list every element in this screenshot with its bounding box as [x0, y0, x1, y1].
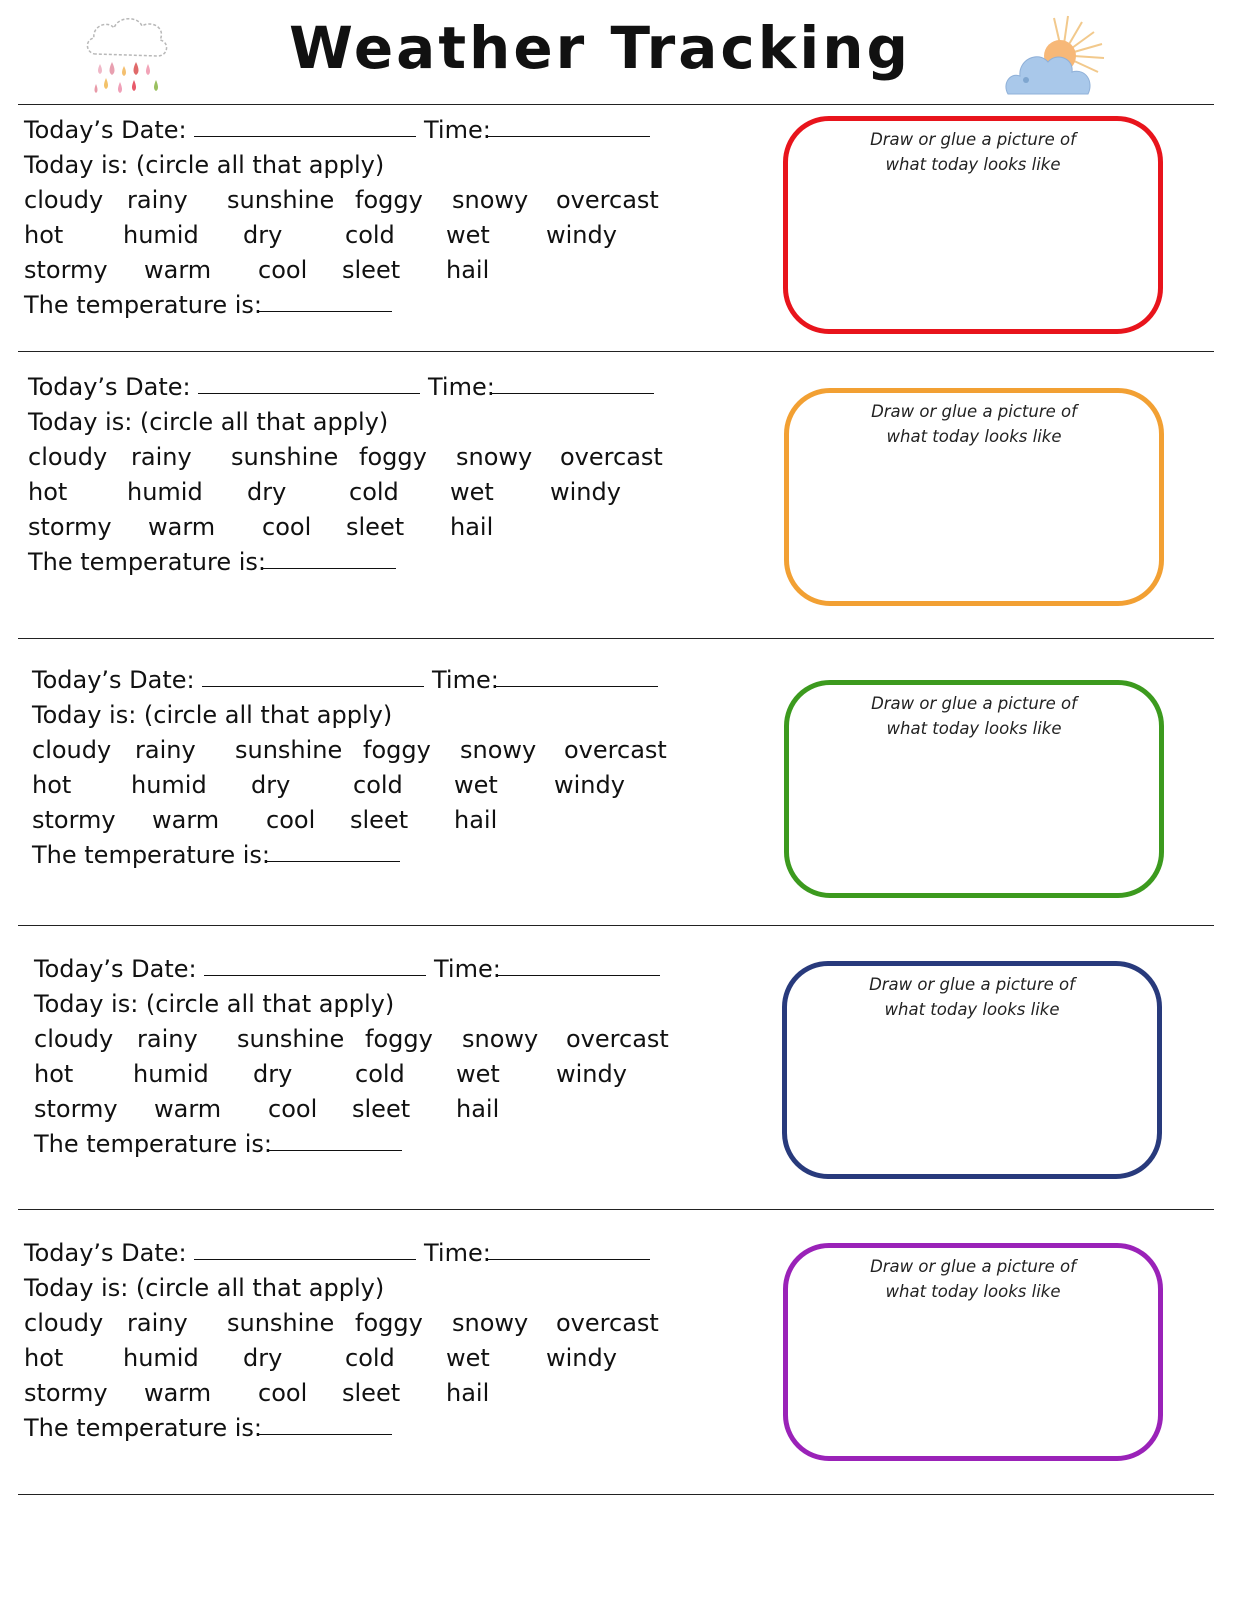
option-word[interactable]: wet	[446, 221, 490, 249]
option-word[interactable]: wet	[450, 478, 494, 506]
temperature-line	[34, 1130, 714, 1165]
entry-fields	[24, 116, 704, 326]
prompt-line: what today looks like	[885, 1282, 1061, 1301]
temperature-line	[24, 1414, 704, 1449]
option-word[interactable]: hot	[32, 771, 72, 799]
date-field[interactable]	[204, 953, 426, 976]
option-row	[34, 1095, 714, 1130]
option-word[interactable]: hail	[450, 513, 494, 541]
option-word[interactable]: windy	[546, 221, 617, 249]
option-word[interactable]: humid	[127, 478, 203, 506]
option-row	[32, 736, 712, 771]
option-word[interactable]: overcast	[556, 186, 659, 214]
option-word[interactable]: cool	[266, 806, 316, 834]
temperature-line	[24, 291, 704, 326]
option-word[interactable]: cool	[258, 256, 308, 284]
option-word[interactable]: hot	[24, 1344, 64, 1372]
option-word[interactable]: hail	[456, 1095, 500, 1123]
time-label: Time:	[424, 116, 491, 144]
option-word[interactable]: stormy	[24, 256, 108, 284]
picture-box[interactable]	[784, 388, 1164, 606]
prompt-line: Draw or glue a picture of	[871, 402, 1077, 421]
picture-prompt	[787, 972, 1157, 1022]
prompt-line: Draw or glue a picture of	[869, 975, 1075, 994]
weather-entry	[0, 106, 1236, 386]
option-word[interactable]: snowy	[462, 1025, 539, 1053]
temperature-label: The temperature is:	[28, 548, 267, 576]
option-word[interactable]: sleet	[346, 513, 405, 541]
option-row	[24, 1309, 704, 1344]
time-label: Time:	[434, 955, 501, 983]
time-field[interactable]	[490, 371, 654, 394]
option-word[interactable]: snowy	[456, 443, 533, 471]
date-field[interactable]	[198, 371, 420, 394]
today-is-label: Today is: (circle all that apply)	[24, 1274, 385, 1302]
option-word[interactable]: cold	[353, 771, 403, 799]
option-word[interactable]: sunshine	[227, 186, 335, 214]
option-row	[32, 771, 712, 806]
option-word[interactable]: wet	[454, 771, 498, 799]
temperature-field[interactable]	[268, 1128, 402, 1151]
option-word[interactable]: windy	[556, 1060, 627, 1088]
weather-entry	[0, 656, 1236, 936]
option-word[interactable]: sunshine	[235, 736, 343, 764]
option-word[interactable]: stormy	[32, 806, 116, 834]
page-header	[0, 0, 1236, 106]
option-word[interactable]: foggy	[365, 1025, 433, 1053]
option-row	[24, 256, 704, 291]
option-word[interactable]: sleet	[342, 256, 401, 284]
option-word[interactable]: windy	[550, 478, 621, 506]
temperature-label: The temperature is:	[34, 1130, 273, 1158]
page-title: Weather Tracking	[288, 14, 912, 82]
option-row	[28, 513, 708, 548]
option-word[interactable]: warm	[154, 1095, 222, 1123]
option-word[interactable]: overcast	[560, 443, 663, 471]
option-word[interactable]: hot	[34, 1060, 74, 1088]
option-word[interactable]: cloudy	[32, 736, 112, 764]
date-time-line	[24, 1239, 704, 1274]
instruction-line	[24, 1274, 704, 1309]
option-word[interactable]: cold	[355, 1060, 405, 1088]
option-word[interactable]: overcast	[556, 1309, 659, 1337]
picture-box[interactable]	[784, 680, 1164, 898]
option-word[interactable]: humid	[131, 771, 207, 799]
date-label: Today’s Date:	[32, 666, 195, 694]
sun-cloud-icon	[1002, 14, 1112, 102]
temperature-field[interactable]	[262, 546, 396, 569]
option-word[interactable]: humid	[123, 1344, 199, 1372]
entry-fields	[32, 666, 712, 876]
temperature-field[interactable]	[266, 839, 400, 862]
option-word[interactable]: snowy	[460, 736, 537, 764]
temperature-field[interactable]	[258, 1412, 392, 1435]
option-word[interactable]: cool	[268, 1095, 318, 1123]
option-word[interactable]: rainy	[137, 1025, 198, 1053]
option-word[interactable]: overcast	[564, 736, 667, 764]
option-word[interactable]: snowy	[452, 1309, 529, 1337]
option-row	[24, 221, 704, 256]
option-word[interactable]: windy	[546, 1344, 617, 1372]
option-word[interactable]: hail	[454, 806, 498, 834]
option-word[interactable]: hot	[24, 221, 64, 249]
option-word[interactable]: stormy	[34, 1095, 118, 1123]
option-word[interactable]: cloudy	[24, 1309, 104, 1337]
option-word[interactable]: sunshine	[237, 1025, 345, 1053]
date-time-line	[34, 955, 714, 990]
weather-entry	[0, 1229, 1236, 1509]
option-word[interactable]: cool	[262, 513, 312, 541]
option-word[interactable]: humid	[133, 1060, 209, 1088]
temperature-label: The temperature is:	[32, 841, 271, 869]
option-row	[24, 1379, 704, 1414]
option-word[interactable]: sunshine	[227, 1309, 335, 1337]
option-word[interactable]: wet	[446, 1344, 490, 1372]
option-word[interactable]: warm	[144, 256, 212, 284]
option-word[interactable]: foggy	[359, 443, 427, 471]
time-label: Time:	[432, 666, 499, 694]
prompt-line: Draw or glue a picture of	[870, 130, 1076, 149]
option-word[interactable]: dry	[243, 221, 283, 249]
rain-cloud-icon	[82, 12, 172, 104]
time-label: Time:	[428, 373, 495, 401]
picture-prompt	[788, 127, 1158, 177]
today-is-label: Today is: (circle all that apply)	[24, 151, 385, 179]
option-row	[24, 186, 704, 221]
instruction-line	[24, 151, 704, 186]
option-word[interactable]: cold	[345, 221, 395, 249]
date-time-line	[28, 373, 708, 408]
option-word[interactable]: overcast	[566, 1025, 669, 1053]
picture-prompt	[789, 691, 1159, 741]
date-field[interactable]	[194, 1237, 416, 1260]
option-word[interactable]: hail	[446, 256, 490, 284]
option-word[interactable]: warm	[152, 806, 220, 834]
instruction-line	[34, 990, 714, 1025]
option-word[interactable]: humid	[123, 221, 199, 249]
today-is-label: Today is: (circle all that apply)	[34, 990, 395, 1018]
prompt-line: Draw or glue a picture of	[871, 694, 1077, 713]
time-field[interactable]	[486, 1237, 650, 1260]
option-word[interactable]: cloudy	[24, 186, 104, 214]
option-row	[24, 1344, 704, 1379]
option-word[interactable]: cool	[258, 1379, 308, 1407]
option-word[interactable]: sleet	[342, 1379, 401, 1407]
date-label: Today’s Date:	[24, 116, 187, 144]
divider	[18, 104, 1214, 105]
option-word[interactable]: stormy	[24, 1379, 108, 1407]
today-is-label: Today is: (circle all that apply)	[28, 408, 389, 436]
option-word[interactable]: dry	[253, 1060, 293, 1088]
weather-entry	[0, 945, 1236, 1225]
time-field[interactable]	[494, 664, 658, 687]
picture-prompt	[789, 399, 1159, 449]
option-word[interactable]: rainy	[135, 736, 196, 764]
option-word[interactable]: cold	[349, 478, 399, 506]
option-word[interactable]: rainy	[127, 1309, 188, 1337]
option-word[interactable]: dry	[251, 771, 291, 799]
option-row	[28, 478, 708, 513]
option-word[interactable]: cloudy	[28, 443, 108, 471]
temperature-label: The temperature is:	[24, 1414, 263, 1442]
prompt-line: what today looks like	[884, 1000, 1060, 1019]
date-time-line	[32, 666, 712, 701]
entry-fields	[28, 373, 708, 583]
option-word[interactable]: dry	[247, 478, 287, 506]
prompt-line: what today looks like	[886, 719, 1062, 738]
option-word[interactable]: cold	[345, 1344, 395, 1372]
option-word[interactable]: foggy	[363, 736, 431, 764]
option-row	[32, 806, 712, 841]
picture-box[interactable]	[782, 961, 1162, 1179]
option-word[interactable]: sunshine	[231, 443, 339, 471]
prompt-line: Draw or glue a picture of	[870, 1257, 1076, 1276]
weather-entry	[0, 363, 1236, 643]
option-word[interactable]: dry	[243, 1344, 283, 1372]
picture-box[interactable]	[783, 1243, 1163, 1461]
date-label: Today’s Date:	[24, 1239, 187, 1267]
temperature-label: The temperature is:	[24, 291, 263, 319]
instruction-line	[28, 408, 708, 443]
option-row	[34, 1060, 714, 1095]
instruction-line	[32, 701, 712, 736]
option-word[interactable]: hail	[446, 1379, 490, 1407]
time-label: Time:	[424, 1239, 491, 1267]
date-label: Today’s Date:	[28, 373, 191, 401]
prompt-line: what today looks like	[885, 155, 1061, 174]
option-word[interactable]: rainy	[131, 443, 192, 471]
date-field[interactable]	[194, 114, 416, 137]
option-word[interactable]: warm	[144, 1379, 212, 1407]
option-word[interactable]: foggy	[355, 186, 423, 214]
option-word[interactable]: rainy	[127, 186, 188, 214]
option-word[interactable]: warm	[148, 513, 216, 541]
option-word[interactable]: hot	[28, 478, 68, 506]
option-word[interactable]: sleet	[350, 806, 409, 834]
temperature-line	[32, 841, 712, 876]
entry-fields	[24, 1239, 704, 1449]
time-field[interactable]	[486, 114, 650, 137]
prompt-line: what today looks like	[886, 427, 1062, 446]
option-word[interactable]: sleet	[352, 1095, 411, 1123]
date-field[interactable]	[202, 664, 424, 687]
temperature-line	[28, 548, 708, 583]
option-row	[34, 1025, 714, 1060]
entry-fields	[34, 955, 714, 1165]
today-is-label: Today is: (circle all that apply)	[32, 701, 393, 729]
option-word[interactable]: foggy	[355, 1309, 423, 1337]
option-word[interactable]: cloudy	[34, 1025, 114, 1053]
option-word[interactable]: wet	[456, 1060, 500, 1088]
option-row	[28, 443, 708, 478]
temperature-field[interactable]	[258, 289, 392, 312]
picture-box[interactable]	[783, 116, 1163, 334]
picture-prompt	[788, 1254, 1158, 1304]
option-word[interactable]: stormy	[28, 513, 112, 541]
date-time-line	[24, 116, 704, 151]
option-word[interactable]: windy	[554, 771, 625, 799]
date-label: Today’s Date:	[34, 955, 197, 983]
time-field[interactable]	[496, 953, 660, 976]
option-word[interactable]: snowy	[452, 186, 529, 214]
